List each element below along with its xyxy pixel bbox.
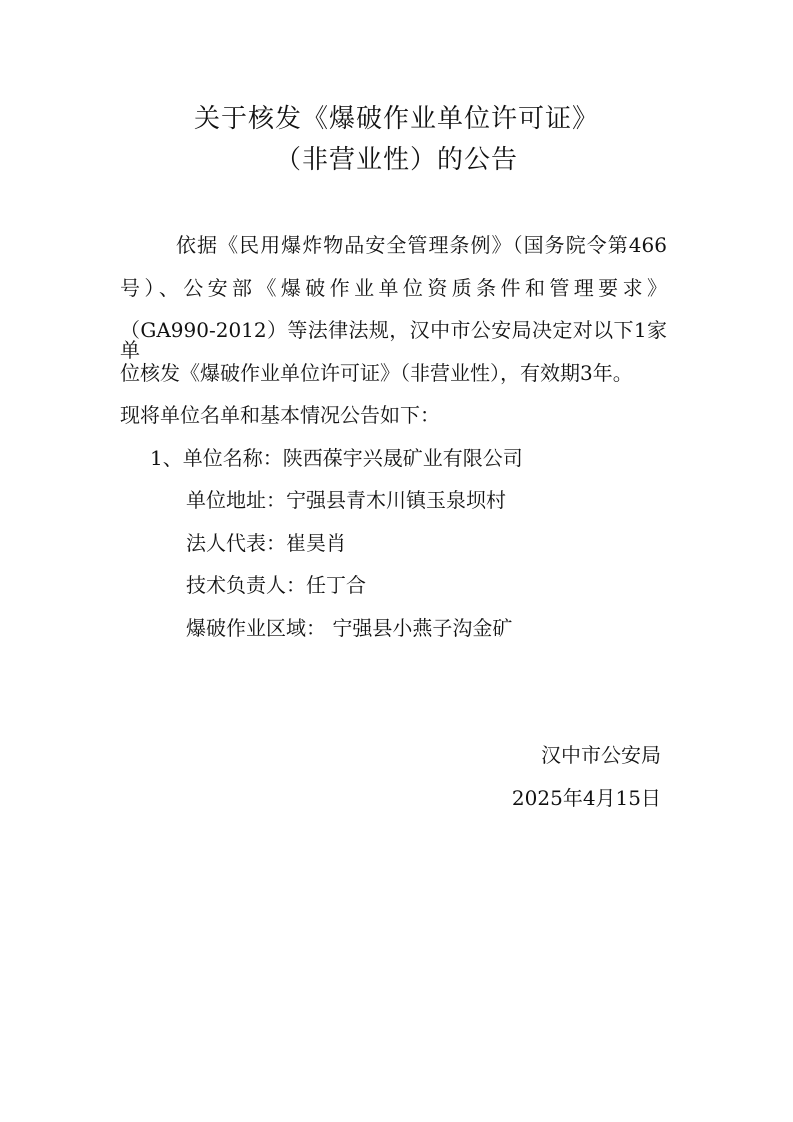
technical-lead-line: 技术负责人：任丁合 bbox=[186, 573, 366, 597]
body-paragraph-line-3: （GA990-2012）等法律法规，汉中市公安局决定对以下1家单 bbox=[120, 318, 667, 362]
item-index-label: 1、 bbox=[150, 446, 183, 470]
body-paragraph-line-1: 依据《民用爆炸物品安全管理条例》（国务院令第466 bbox=[176, 233, 667, 257]
unit-address-line: 单位地址：宁强县青木川镇玉泉坝村 bbox=[186, 488, 506, 512]
body-paragraph-line-2: 号）、公安部《爆破作业单位资质条件和管理要求》 bbox=[120, 276, 667, 300]
document-title-line-2: （非营业性）的公告 bbox=[274, 145, 518, 175]
issuing-organization: 汉中市公安局 bbox=[541, 743, 661, 767]
document-title-line-1: 关于核发《爆破作业单位许可证》 bbox=[193, 104, 599, 134]
unit-list-item bbox=[150, 448, 523, 468]
unit-name-line: 单位名称：陕西葆宇兴晟矿业有限公司 bbox=[182, 446, 523, 470]
body-paragraph-line-4: 位核发《爆破作业单位许可证》（非营业性），有效期3年。 bbox=[120, 361, 633, 385]
body-paragraph-line-5: 现将单位名单和基本情况公告如下： bbox=[120, 403, 440, 427]
legal-representative-line: 法人代表：崔昊肖 bbox=[186, 531, 346, 555]
blasting-area-line: 爆破作业区域： 宁强县小燕子沟金矿 bbox=[186, 616, 513, 640]
issue-date: 2025年4月15日 bbox=[511, 786, 661, 810]
